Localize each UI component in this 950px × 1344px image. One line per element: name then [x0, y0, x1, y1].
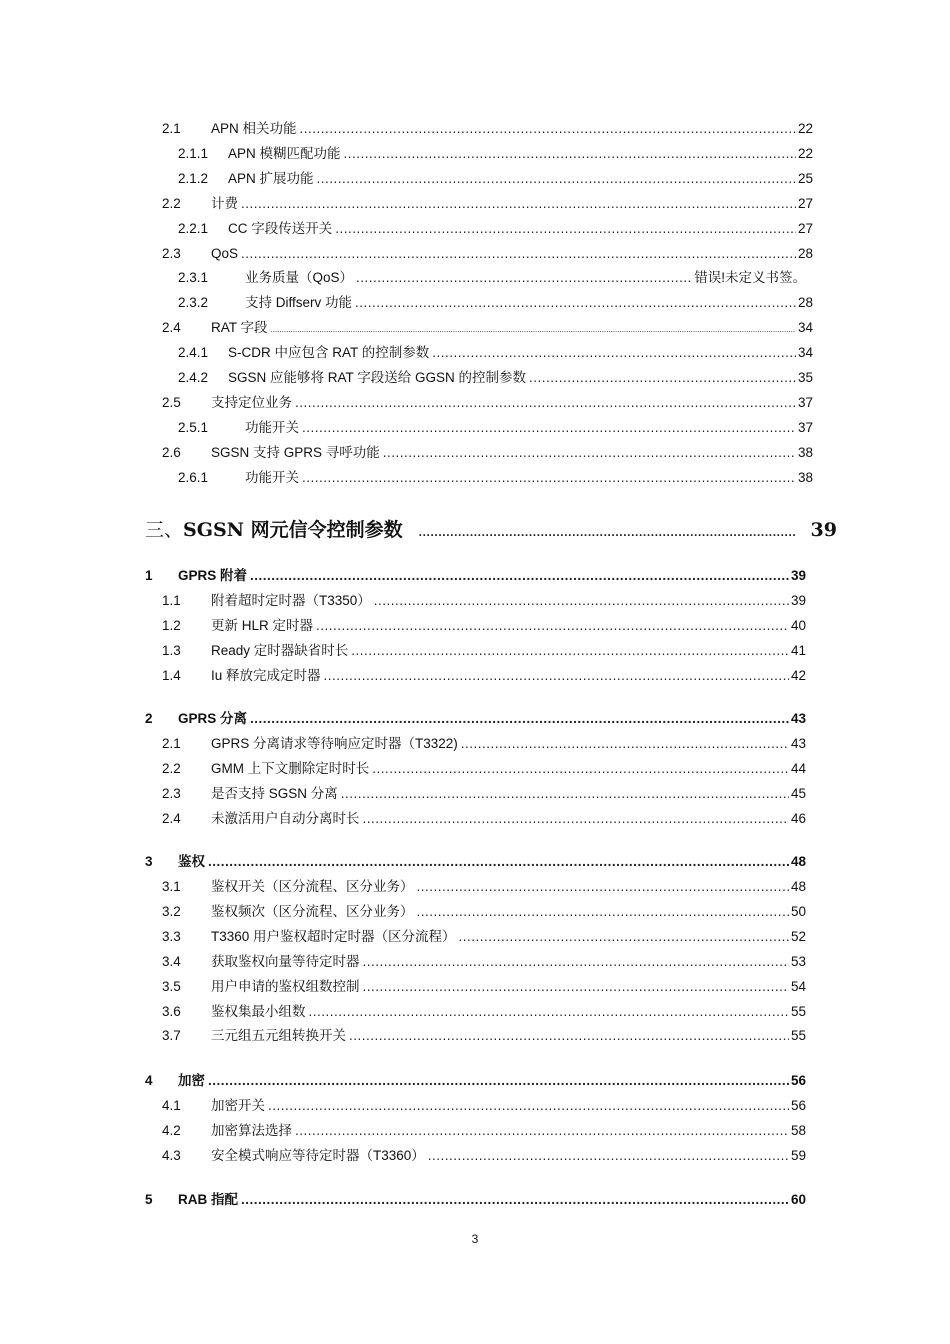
toc-entry-page-number: 59 [790, 1147, 806, 1163]
toc-entry-number: 1.3 [162, 642, 181, 658]
toc-entry-number: 2.1 [162, 736, 181, 751]
toc-subsubsection-entry[interactable] [178, 368, 813, 388]
toc-subsection-entry[interactable] [162, 591, 806, 611]
toc-entry-title: APN 相关功能 [211, 121, 297, 136]
page-footer-number: 3 [471, 1232, 479, 1246]
dot-leader [461, 734, 789, 754]
toc-subsection-entry[interactable] [162, 194, 813, 214]
chapter-page-number: 39 [810, 519, 837, 541]
toc-subsection-entry[interactable] [162, 1146, 806, 1166]
toc-entry-page-number: 54 [790, 978, 806, 994]
dot-leader [363, 809, 789, 829]
toc-entry-page-number: 58 [790, 1122, 806, 1138]
toc-entry-number: 2.1 [162, 121, 181, 136]
toc-entry-number: 2.1.1 [178, 145, 209, 161]
toc-entry-page-number: 34 [797, 320, 813, 336]
chapter-number: 三、 [145, 519, 184, 541]
toc-subsection-entry[interactable] [162, 1096, 806, 1116]
toc-entry-page-number: 43 [790, 736, 806, 751]
dot-leader [250, 709, 789, 729]
dot-leader [208, 1071, 789, 1091]
toc-section-entry[interactable] [145, 1190, 806, 1210]
toc-subsection-entry[interactable] [162, 809, 806, 829]
toc-entry-title: 用户申请的鉴权组数控制 [211, 978, 360, 994]
dot-leader [268, 1096, 789, 1116]
toc-subsection-entry[interactable] [162, 927, 806, 947]
toc-section-entry[interactable] [145, 1071, 806, 1091]
toc-entry-page-number: 53 [790, 953, 806, 969]
dot-leader [356, 268, 692, 288]
toc-entry-title: 鉴权开关（区分流程、区分业务） [211, 879, 414, 894]
toc-entry-title: APN 模糊匹配功能 [228, 145, 341, 161]
toc-entry-number: 2.2.1 [178, 220, 209, 236]
dot-leader [295, 1121, 789, 1141]
toc-subsubsection-entry[interactable] [178, 468, 813, 488]
toc-entry-number: 1.2 [162, 617, 181, 633]
toc-section-entry[interactable] [145, 852, 806, 872]
toc-entry-number: 4.3 [162, 1147, 181, 1163]
toc-subsection-entry[interactable] [162, 641, 806, 661]
toc-entry-title: 附着超时定时器（T3350） [211, 593, 371, 608]
toc-entry-page-number: 60 [790, 1192, 806, 1207]
toc-entry-title: QoS [211, 245, 239, 261]
dot-leader [335, 219, 796, 239]
toc-entry-title: 鉴权集最小组数 [211, 1003, 306, 1019]
toc-section-entry[interactable] [145, 566, 806, 586]
toc-entry-page-number: 28 [797, 245, 813, 261]
dot-leader [344, 144, 796, 164]
dot-leader [417, 877, 789, 897]
toc-entry-number: 3.4 [162, 953, 181, 969]
toc-entry-number: 3.5 [162, 978, 181, 994]
toc-entry-page-number: 25 [797, 170, 813, 186]
toc-entry-page-number: 52 [790, 928, 806, 944]
toc-entry-number: 2.3.1 [178, 270, 209, 286]
toc-entry-page-number: 56 [790, 1073, 806, 1088]
dot-leader [459, 927, 789, 947]
dot-leader [302, 468, 796, 488]
toc-subsection-entry[interactable] [162, 616, 806, 636]
dot-leader [428, 1146, 789, 1166]
toc-entry-page-number: 39 [790, 593, 806, 608]
toc-subsubsection-entry[interactable] [178, 169, 813, 189]
toc-entry-number: 4 [145, 1073, 153, 1088]
toc-chapter-entry[interactable] [145, 515, 837, 543]
toc-subsection-entry[interactable] [162, 1002, 806, 1022]
toc-subsubsection-entry[interactable] [178, 219, 813, 239]
dot-leader [300, 119, 796, 139]
toc-entry-number: 3.2 [162, 903, 181, 919]
toc-entry-page-number: 38 [797, 469, 813, 485]
toc-entry-number: 2.4 [162, 810, 181, 826]
toc-entry-page-number: 45 [790, 785, 806, 801]
toc-entry-title: S-CDR 中应包含 RAT 的控制参数 [228, 345, 430, 361]
toc-entry-title: SGSN 支持 GPRS 寻呼功能 [211, 444, 380, 460]
toc-entry-title: 功能开关 [245, 469, 299, 485]
toc-subsection-entry[interactable] [162, 759, 806, 779]
toc-entry-number: 2.5.1 [178, 419, 209, 435]
toc-entry-number: 3 [145, 854, 153, 869]
toc-entry-page-number: 40 [790, 617, 806, 633]
toc-entry-page-number: 37 [797, 394, 813, 410]
toc-entry-number: 2 [145, 711, 153, 726]
toc-entry-page-number: 48 [790, 879, 806, 894]
toc-entry-page-number: 27 [797, 195, 813, 211]
toc-entry-number: 2.4.1 [178, 345, 209, 361]
toc-entry-page-number: 28 [797, 295, 813, 311]
toc-entry-number: 3.1 [162, 879, 181, 894]
toc-entry-title: 更新 HLR 定时器 [211, 617, 314, 633]
toc-subsubsection-entry[interactable] [178, 268, 806, 288]
toc-entry-title: 是否支持 SGSN 分离 [211, 785, 338, 801]
toc-entry-number: 2.5 [162, 394, 181, 410]
toc-entry-page-number: 55 [790, 1003, 806, 1019]
toc-entry-title: 三元组五元组转换开关 [211, 1028, 346, 1044]
toc-entry-title: 功能开关 [245, 419, 299, 435]
toc-subsubsection-entry[interactable] [178, 144, 813, 164]
toc-entry-page-number: 27 [797, 220, 813, 236]
dot-leader [250, 566, 789, 586]
dot-leader [309, 1002, 789, 1022]
toc-subsection-entry[interactable] [162, 977, 806, 997]
toc-entry-page-number: 41 [790, 642, 806, 658]
dot-leader [241, 244, 796, 264]
toc-entry-number: 1 [145, 568, 153, 583]
toc-entry-number: 4.2 [162, 1122, 181, 1138]
toc-entry-page-number: 55 [790, 1028, 806, 1044]
dot-leader [363, 952, 789, 972]
toc-entry-title: SGSN 应能够将 RAT 字段送给 GGSN 的控制参数 [228, 370, 527, 385]
toc-entry-title: 计费 [211, 195, 238, 211]
dot-leader [419, 525, 795, 539]
toc-entry-title: APN 扩展功能 [228, 170, 314, 186]
dot-leader [372, 759, 789, 779]
toc-entry-page-number: 50 [790, 903, 806, 919]
dot-leader [241, 1190, 789, 1210]
dot-leader [383, 443, 796, 463]
toc-entry-title: 支持 Diffserv 功能 [245, 295, 353, 311]
toc-entry-title: GPRS 分离 [178, 711, 248, 726]
toc-subsection-entry[interactable] [162, 784, 806, 804]
toc-entry-number: 5 [145, 1192, 153, 1207]
toc-subsection-entry[interactable] [162, 1026, 806, 1046]
dot-leader [417, 902, 789, 922]
toc-entry-title: T3360 用户鉴权超时定时器（区分流程） [211, 928, 456, 944]
dot-leader [295, 393, 796, 413]
toc-subsubsection-entry[interactable] [178, 293, 813, 313]
toc-entry-page-number: 46 [790, 810, 806, 826]
toc-subsection-entry[interactable] [162, 244, 813, 264]
toc-entry-page-number: 48 [790, 854, 806, 869]
toc-subsection-entry[interactable] [162, 877, 806, 897]
toc-entry-page-number: 37 [797, 419, 813, 435]
dot-leader [529, 368, 796, 388]
toc-entry-number: 4.1 [162, 1098, 181, 1113]
toc-entry-title: 业务质量（QoS） [245, 270, 354, 286]
toc-entry-title: GPRS 分离请求等待响应定时器（T3322) [211, 736, 458, 751]
toc-entry-number: 3.6 [162, 1003, 181, 1019]
toc-entry-title: CC 字段传送开关 [228, 220, 333, 236]
toc-entry-title: 未激活用户自动分离时长 [211, 810, 360, 826]
dot-leader [302, 418, 796, 438]
toc-subsubsection-entry[interactable] [178, 418, 813, 438]
toc-entry-title: 鉴权 [178, 854, 205, 869]
toc-subsection-entry[interactable] [162, 119, 813, 139]
toc-entry-page-number: 56 [790, 1098, 806, 1113]
toc-entry-page-number: 35 [797, 370, 813, 385]
toc-entry-page-number: 42 [790, 667, 806, 683]
dot-leader [317, 169, 796, 189]
toc-entry-title: 加密开关 [211, 1098, 265, 1113]
toc-entry-page-number: 44 [790, 760, 806, 776]
toc-entry-page-number: 38 [797, 444, 813, 460]
dot-leader [324, 666, 789, 686]
toc-entry-title: Ready 定时器缺省时长 [211, 642, 349, 658]
toc-entry-title: RAT 字段 [211, 320, 268, 336]
toc-subsection-entry[interactable] [162, 734, 806, 754]
toc-entry-number: 3.7 [162, 1028, 181, 1044]
toc-subsection-entry[interactable] [162, 666, 806, 686]
toc-entry-page-number: 22 [797, 121, 813, 136]
toc-subsection-entry[interactable] [162, 443, 813, 463]
toc-entry-title: 支持定位业务 [211, 394, 292, 410]
dot-leader [271, 320, 796, 340]
toc-entry-number: 2.4.2 [178, 370, 209, 385]
dot-leader [349, 1026, 789, 1046]
dot-leader [351, 641, 789, 661]
toc-entry-number: 2.4 [162, 320, 181, 336]
toc-subsubsection-entry[interactable] [178, 343, 813, 363]
toc-entry-page-number: 43 [790, 711, 806, 726]
chapter-title: SGSN 网元信令控制参数 [183, 519, 403, 541]
dot-leader [355, 293, 796, 313]
toc-entry-title: 获取鉴权向量等待定时器 [211, 953, 360, 969]
dot-leader [316, 616, 789, 636]
toc-entry-title: 加密 [178, 1073, 205, 1088]
toc-entry-title: GMM 上下文删除定时时长 [211, 760, 370, 776]
toc-entry-number: 1.1 [162, 593, 181, 608]
dot-leader [374, 591, 789, 611]
toc-entry-page-number: 22 [797, 145, 813, 161]
toc-entry-number: 2.1.2 [178, 170, 209, 186]
toc-entry-number: 2.3 [162, 245, 181, 261]
dot-leader [363, 977, 789, 997]
toc-entry-number: 3.3 [162, 928, 181, 944]
toc-entry-page-number: 错误!未定义书签。 [694, 270, 806, 286]
toc-section-entry[interactable] [145, 709, 806, 729]
toc-entry-title: 安全模式响应等待定时器（T3360） [211, 1147, 425, 1163]
toc-subsection-entry[interactable] [162, 1121, 806, 1141]
toc-entry-title: GPRS 附着 [178, 568, 248, 583]
dot-leader [432, 343, 796, 363]
toc-entry-number: 2.3.2 [178, 295, 209, 311]
dot-leader [208, 852, 789, 872]
toc-subsection-entry[interactable] [162, 393, 813, 413]
toc-entry-number: 2.6 [162, 444, 181, 460]
toc-subsection-entry[interactable] [162, 318, 813, 338]
toc-entry-page-number: 34 [797, 345, 813, 361]
toc-entry-title: RAB 指配 [178, 1192, 238, 1207]
toc-entry-number: 2.2 [162, 760, 181, 776]
toc-entry-number: 2.6.1 [178, 469, 209, 485]
toc-entry-title: 鉴权频次（区分流程、区分业务） [211, 903, 414, 919]
toc-entry-title: 加密算法选择 [211, 1122, 292, 1138]
toc-entry-number: 2.3 [162, 785, 181, 801]
toc-subsection-entry[interactable] [162, 952, 806, 972]
toc-entry-number: 1.4 [162, 667, 181, 683]
dot-leader [241, 194, 796, 214]
toc-entry-number: 2.2 [162, 195, 181, 211]
dot-leader [341, 784, 789, 804]
toc-entry-page-number: 39 [790, 568, 806, 583]
toc-subsection-entry[interactable] [162, 902, 806, 922]
toc-entry-title: Iu 释放完成定时器 [211, 667, 321, 683]
